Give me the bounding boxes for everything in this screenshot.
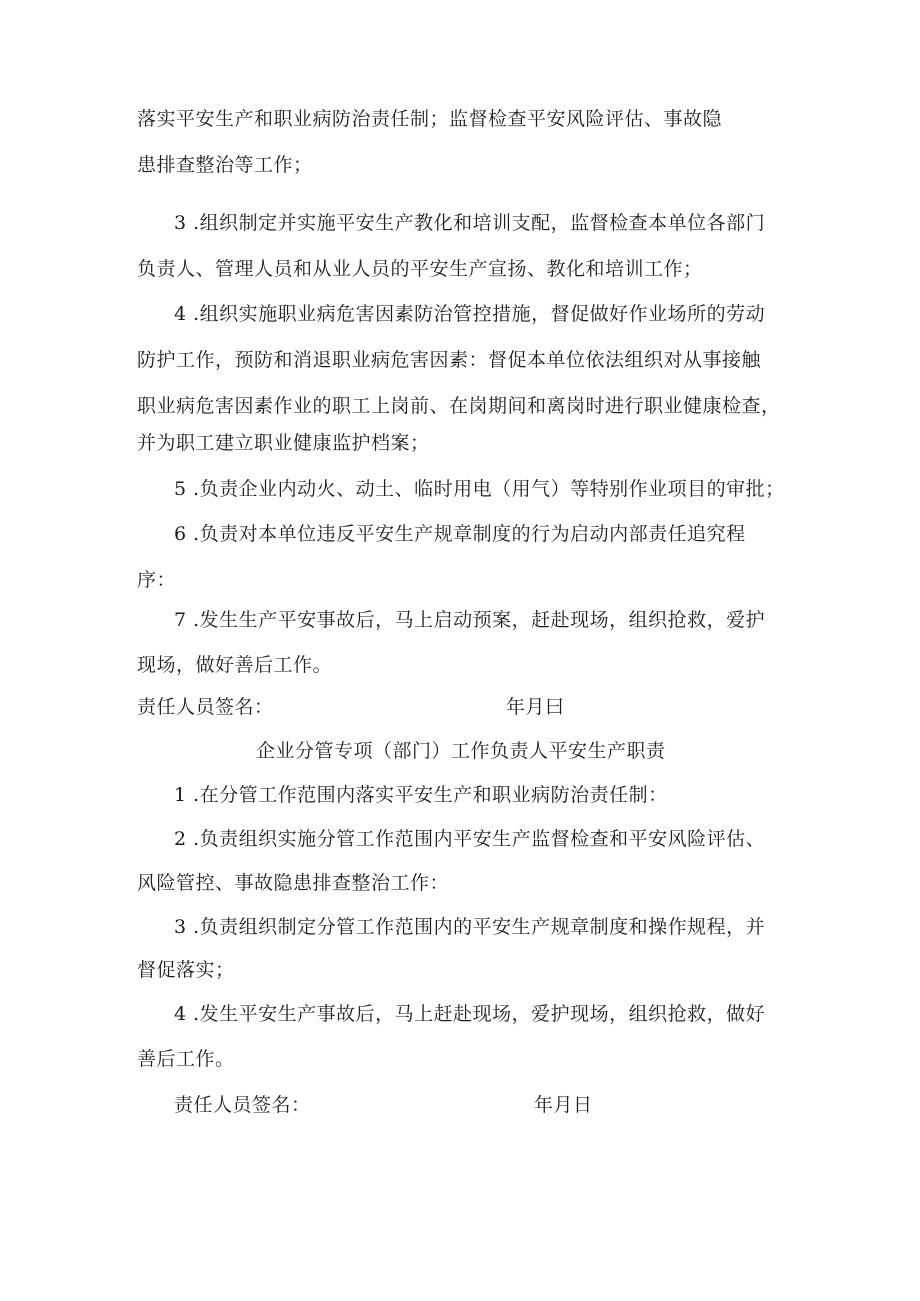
body-line: 现场，做好善后工作。 [137, 654, 333, 676]
list-item-7: 7 .发生生产平安事故后，马上启动预案，赶赴现场，组织抢救，爱护 [174, 609, 766, 631]
signature-label: 责任人员签名： [174, 1094, 311, 1116]
body-line: 善后工作。 [137, 1048, 235, 1070]
body-line: 督促落实； [137, 959, 235, 981]
list-item-5: 5 .负责企业内动火、动土、临时用电（用气）等特别作业项目的审批； [174, 478, 785, 500]
date-label: 年月日 [534, 1094, 593, 1116]
body-line: 职业病危害因素作业的职工上岗前、在岗期间和离岗时进行职业健康检查， [137, 395, 781, 417]
list-item-1: 1 .在分管工作范围内落实平安生产和职业病防治责任制： [174, 784, 668, 806]
body-line: 负责人、管理人员和从业人员的平安生产宣扬、教化和培训工作； [137, 258, 703, 280]
list-item-6: 6 .负责对本单位违反平安生产规章制度的行为启动内部责任追究程 [174, 523, 746, 545]
list-item-4: 4 .组织实施职业病危害因素防治管控措施，督促做好作业场所的劳动 [174, 303, 766, 325]
list-item-2: 2 .负责组织实施分管工作范围内平安生产监督检查和平安风险评估、 [174, 828, 766, 850]
body-line: 序： [137, 569, 177, 591]
date-label: 年月曰 [506, 696, 565, 718]
body-line: 患排查整治等工作； [137, 154, 313, 176]
body-line: 落实平安生产和职业病防治责任制；监督检查平安风险评估、事故隐 [137, 108, 723, 130]
body-line: 并为职工建立职业健康监护档案； [137, 432, 430, 454]
signature-label: 责任人员签名： [137, 696, 274, 718]
section-heading: 企业分管专项（部门）工作负责人平安生产职责 [256, 740, 666, 762]
list-item-3: 3 .组织制定并实施平安生产教化和培训支配，监督检查本单位各部门 [174, 212, 766, 234]
body-line: 防护工作，预防和消退职业病危害因素：督促本单位依法组织对从事接触 [137, 349, 762, 371]
body-line: 风险管控、事故隐患排查整治工作： [137, 872, 450, 894]
list-item-4: 4 .发生平安生产事故后，马上赶赴现场，爱护现场，组织抢救，做好 [174, 1003, 766, 1025]
list-item-3: 3 .负责组织制定分管工作范围内的平安生产规章制度和操作规程，并 [174, 916, 766, 938]
